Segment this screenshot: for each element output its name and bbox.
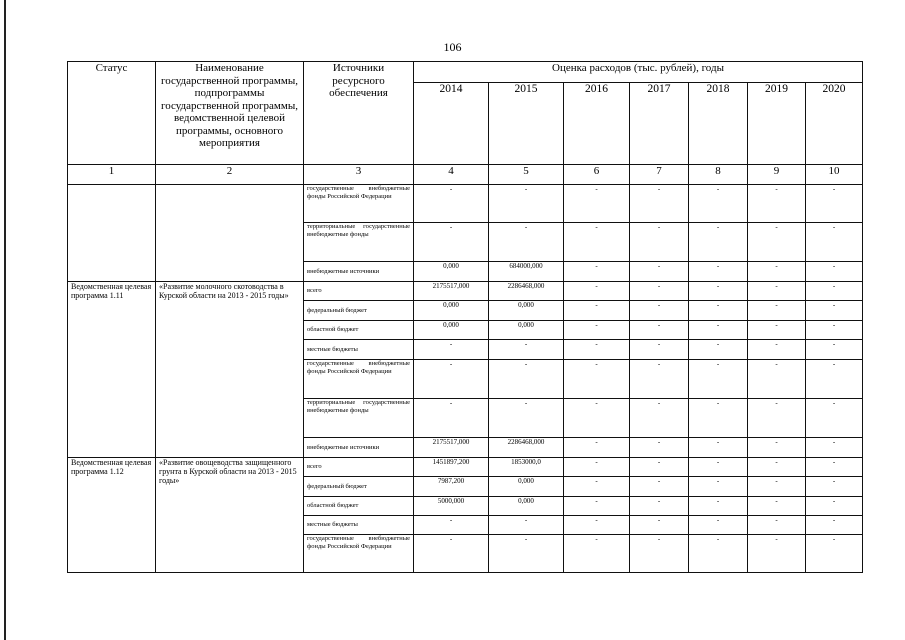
- expense-value: -: [806, 301, 863, 321]
- expense-value: -: [806, 282, 863, 301]
- expense-value: -: [806, 360, 863, 399]
- expense-value: -: [414, 185, 489, 223]
- funding-source: территориальные государственные внебюджетные фонды: [304, 399, 414, 438]
- expense-value: -: [689, 535, 748, 573]
- expense-value: -: [489, 516, 564, 535]
- expense-value: -: [414, 360, 489, 399]
- expense-value: -: [564, 516, 630, 535]
- column-number: 10: [806, 165, 863, 185]
- expense-value: -: [489, 399, 564, 438]
- expense-value: -: [689, 438, 748, 458]
- header-year: 2018: [689, 83, 748, 165]
- expense-value: -: [414, 516, 489, 535]
- expense-value: -: [748, 477, 806, 497]
- expense-value: -: [564, 458, 630, 477]
- expense-value: -: [630, 438, 689, 458]
- funding-source: местные бюджеты: [304, 340, 414, 360]
- expense-value: -: [489, 340, 564, 360]
- expense-value: -: [689, 301, 748, 321]
- funding-source: областной бюджет: [304, 321, 414, 340]
- expense-value: -: [748, 340, 806, 360]
- expense-value: -: [806, 321, 863, 340]
- expense-value: -: [689, 340, 748, 360]
- expense-value: -: [689, 185, 748, 223]
- expense-value: 5000,000: [414, 497, 489, 516]
- expense-value: -: [689, 399, 748, 438]
- page-number: 106: [443, 40, 462, 54]
- expense-value: 0,000: [489, 301, 564, 321]
- expense-value: 684000,000: [489, 262, 564, 282]
- expense-value: -: [630, 497, 689, 516]
- expense-value: 2175517,000: [414, 438, 489, 458]
- expense-value: -: [564, 360, 630, 399]
- expense-value: -: [689, 477, 748, 497]
- expense-value: -: [689, 497, 748, 516]
- expense-value: -: [748, 438, 806, 458]
- expense-value: -: [489, 535, 564, 573]
- expense-value: -: [630, 185, 689, 223]
- table-row: [68, 458, 863, 477]
- table-body: [68, 185, 863, 573]
- expense-value: -: [564, 340, 630, 360]
- expense-value: -: [414, 535, 489, 573]
- expense-value: -: [806, 535, 863, 573]
- column-number: 5: [489, 165, 564, 185]
- expense-value: -: [630, 477, 689, 497]
- expense-value: -: [630, 340, 689, 360]
- column-number: 6: [564, 165, 630, 185]
- expense-value: -: [689, 458, 748, 477]
- header-status: Статус: [68, 62, 156, 165]
- expense-value: -: [414, 340, 489, 360]
- funding-source: государственные внебюджетные фонды Российской Федерации: [304, 185, 414, 223]
- expense-value: -: [748, 458, 806, 477]
- funding-source: государственные внебюджетные фонды Российской Федерации: [304, 360, 414, 399]
- expense-value: 0,000: [414, 262, 489, 282]
- expense-value: -: [806, 497, 863, 516]
- header-estimate: Оценка расходов (тыс. рублей), годы: [414, 62, 863, 83]
- expense-value: -: [630, 282, 689, 301]
- expense-value: -: [806, 477, 863, 497]
- expense-value: -: [630, 301, 689, 321]
- expense-value: 1853000,0: [489, 458, 564, 477]
- expense-value: -: [489, 360, 564, 399]
- expense-value: -: [564, 321, 630, 340]
- column-number: 8: [689, 165, 748, 185]
- expense-value: -: [414, 223, 489, 262]
- funding-source: территориальные государственные внебюджетные фонды: [304, 223, 414, 262]
- expense-value: -: [689, 223, 748, 262]
- column-number: 2: [156, 165, 304, 185]
- program-status: [68, 185, 156, 282]
- expense-value: -: [748, 497, 806, 516]
- expense-value: -: [564, 301, 630, 321]
- funding-source: государственные внебюджетные фонды Российской Федерации: [304, 535, 414, 573]
- expense-value: -: [630, 399, 689, 438]
- expense-value: -: [564, 399, 630, 438]
- program-name: «Развитие молочного скотоводства в Курской области на 2013 - 2015 годы»: [156, 282, 304, 458]
- header-year: 2017: [630, 83, 689, 165]
- expense-value: -: [630, 516, 689, 535]
- funding-source: внебюджетные источники: [304, 262, 414, 282]
- program-name: «Развитие овощеводства защищенного грунта в Курской области на 2013 - 2015 годы»: [156, 458, 304, 573]
- expense-value: -: [564, 185, 630, 223]
- expense-value: 2175517,000: [414, 282, 489, 301]
- expense-value: -: [689, 262, 748, 282]
- expense-value: 0,000: [489, 497, 564, 516]
- expense-value: 2286468,000: [489, 282, 564, 301]
- funding-source: областной бюджет: [304, 497, 414, 516]
- column-number: 3: [304, 165, 414, 185]
- expense-value: -: [806, 516, 863, 535]
- expense-value: -: [748, 223, 806, 262]
- expense-value: -: [564, 262, 630, 282]
- expense-value: -: [806, 262, 863, 282]
- funding-source: федеральный бюджет: [304, 477, 414, 497]
- column-number: 9: [748, 165, 806, 185]
- expense-value: -: [630, 458, 689, 477]
- expense-value: 0,000: [414, 301, 489, 321]
- expense-value: -: [630, 360, 689, 399]
- expense-value: -: [689, 321, 748, 340]
- header-year: 2015: [489, 83, 564, 165]
- expense-value: -: [564, 282, 630, 301]
- table-row: [68, 185, 863, 223]
- expense-value: -: [806, 223, 863, 262]
- expense-value: -: [748, 282, 806, 301]
- expense-value: 2286468,000: [489, 438, 564, 458]
- header-year: 2019: [748, 83, 806, 165]
- expense-value: 0,000: [414, 321, 489, 340]
- expense-value: 0,000: [489, 321, 564, 340]
- expense-value: -: [564, 497, 630, 516]
- expense-value: -: [489, 223, 564, 262]
- header-year: 2016: [564, 83, 630, 165]
- expense-value: -: [748, 185, 806, 223]
- expense-value: -: [564, 438, 630, 458]
- expense-value: -: [630, 321, 689, 340]
- expense-value: 7987,200: [414, 477, 489, 497]
- expense-value: -: [630, 262, 689, 282]
- funding-source: федеральный бюджет: [304, 301, 414, 321]
- expense-value: -: [806, 458, 863, 477]
- expense-value: -: [748, 321, 806, 340]
- header-sources: Источники ресурсного обеспечения: [304, 62, 414, 165]
- header-year: 2020: [806, 83, 863, 165]
- expense-value: -: [748, 360, 806, 399]
- expense-value: -: [689, 282, 748, 301]
- expense-value: -: [748, 399, 806, 438]
- program-name: [156, 185, 304, 282]
- funding-source: внебюджетные источники: [304, 438, 414, 458]
- funding-source: всего: [304, 282, 414, 301]
- column-number: 1: [68, 165, 156, 185]
- expense-value: 0,000: [489, 477, 564, 497]
- header-name: Наименование государственной программы, подпрограммы государственной программы, ведомственной целевой программы, основного мероприятия: [156, 62, 304, 165]
- expense-value: -: [564, 535, 630, 573]
- expense-value: -: [806, 185, 863, 223]
- expense-value: -: [748, 535, 806, 573]
- expense-value: -: [806, 438, 863, 458]
- column-number: 7: [630, 165, 689, 185]
- expense-value: -: [689, 360, 748, 399]
- expense-value: -: [564, 223, 630, 262]
- expense-value: -: [806, 340, 863, 360]
- expense-value: -: [748, 301, 806, 321]
- expense-value: 1451897,200: [414, 458, 489, 477]
- column-number: 4: [414, 165, 489, 185]
- left-margin-rule: [4, 0, 6, 640]
- funding-source: всего: [304, 458, 414, 477]
- header-year: 2014: [414, 83, 489, 165]
- expense-value: -: [748, 262, 806, 282]
- expense-value: -: [489, 185, 564, 223]
- expense-value: -: [414, 399, 489, 438]
- program-status: Ведомственная целевая программа 1.11: [68, 282, 156, 458]
- expense-value: -: [806, 399, 863, 438]
- expense-value: -: [564, 477, 630, 497]
- table-row: [68, 282, 863, 301]
- expense-value: -: [689, 516, 748, 535]
- expense-value: -: [630, 535, 689, 573]
- program-status: Ведомственная целевая программа 1.12: [68, 458, 156, 573]
- expense-value: -: [630, 223, 689, 262]
- budget-table: [67, 61, 863, 573]
- expense-value: -: [748, 516, 806, 535]
- funding-source: местные бюджеты: [304, 516, 414, 535]
